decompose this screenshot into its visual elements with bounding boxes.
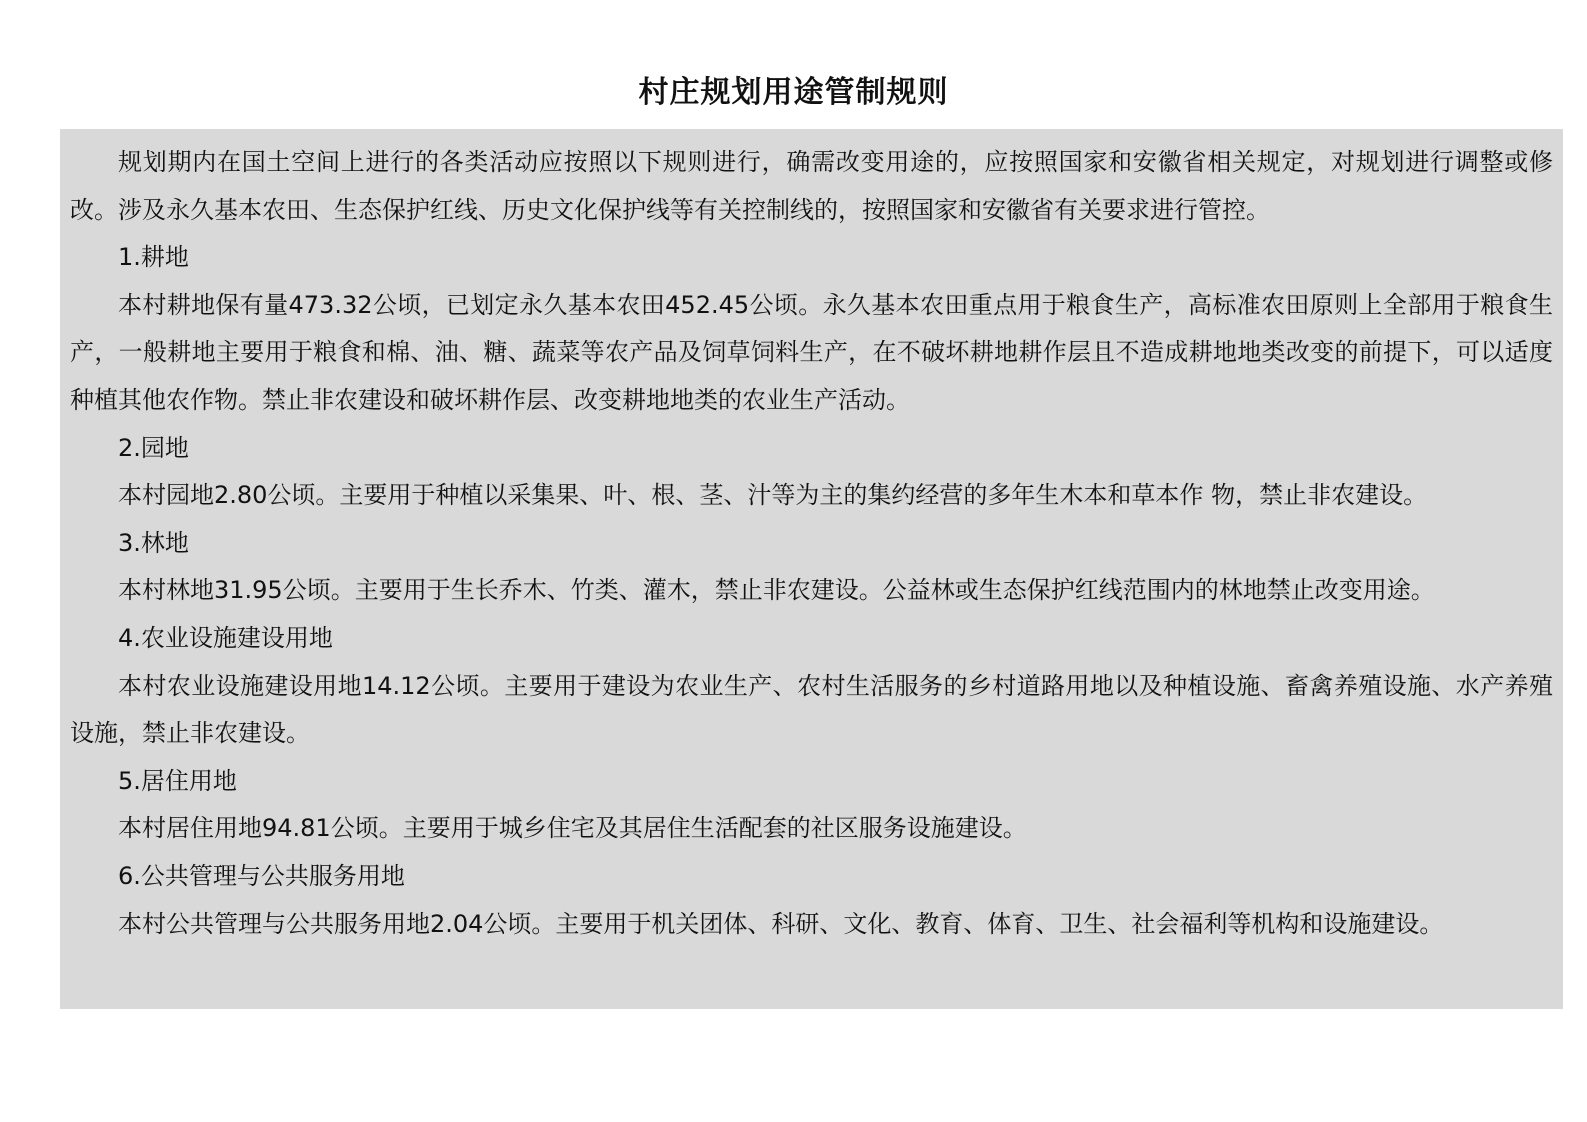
rules-content-box <box>60 129 1563 1009</box>
section-heading-residential: 5.居住用地 <box>118 766 237 795</box>
section-heading-orchard: 2.园地 <box>118 433 189 462</box>
section-body-residential: 本村居住用地94.81公顷。主要用于城乡住宅及其居住生活配套的社区服务设施建设。 <box>118 814 1027 843</box>
section-body-public-service: 本村公共管理与公共服务用地2.04公顷。主要用于机关团体、科研、文化、教育、体育、卫生、社会福利等机构和设施建设。 <box>118 909 1444 938</box>
section-body-orchard: 本村园地2.80公顷。主要用于种植以采集果、叶、根、茎、汁等为主的集约经营的多年生木本和草本作 物，禁止非农建设。 <box>118 481 1428 510</box>
section-heading-agri-facility: 4.农业设施建设用地 <box>118 623 333 652</box>
section-body-farmland: 本村耕地保有量473.32公顷，已划定永久基本农田452.45公顷。永久基本农田重点用于粮食生产，高标准农田原则上全部用于粮食生产，一般耕地主要用于粮食和棉、油、糖、蔬菜等农产品及饲草饲料生产，在不破坏耕地耕作层且不造成耕地地类改变的前提下，可以适度种植其他农作物。禁止非农建设和破坏耕作层、改变耕地地类的农业生产活动。 <box>70 290 1553 414</box>
section-body-agri-facility: 本村农业设施建设用地14.12公顷。主要用于建设为农业生产、农村生活服务的乡村道路用地以及种植设施、畜禽养殖设施、水产养殖设施，禁止非农建设。 <box>70 671 1553 748</box>
intro-paragraph: 规划期内在国土空间上进行的各类活动应按照以下规则进行，确需改变用途的，应按照国家和安徽省相关规定，对规划进行调整或修改。涉及永久基本农田、生态保护红线、历史文化保护线等有关控制线的，按照国家和安徽省有关要求进行管控。 <box>70 148 1553 224</box>
page-title: 村庄规划用途管制规则 <box>638 75 949 110</box>
section-body-forest: 本村林地31.95公顷。主要用于生长乔木、竹类、灌木，禁止非农建设。公益林或生态保护红线范围内的林地禁止改变用途。 <box>118 576 1435 605</box>
section-heading-public-service: 6.公共管理与公共服务用地 <box>118 861 405 890</box>
section-heading-farmland: 1.耕地 <box>118 243 189 272</box>
section-heading-forest: 3.林地 <box>118 528 189 557</box>
